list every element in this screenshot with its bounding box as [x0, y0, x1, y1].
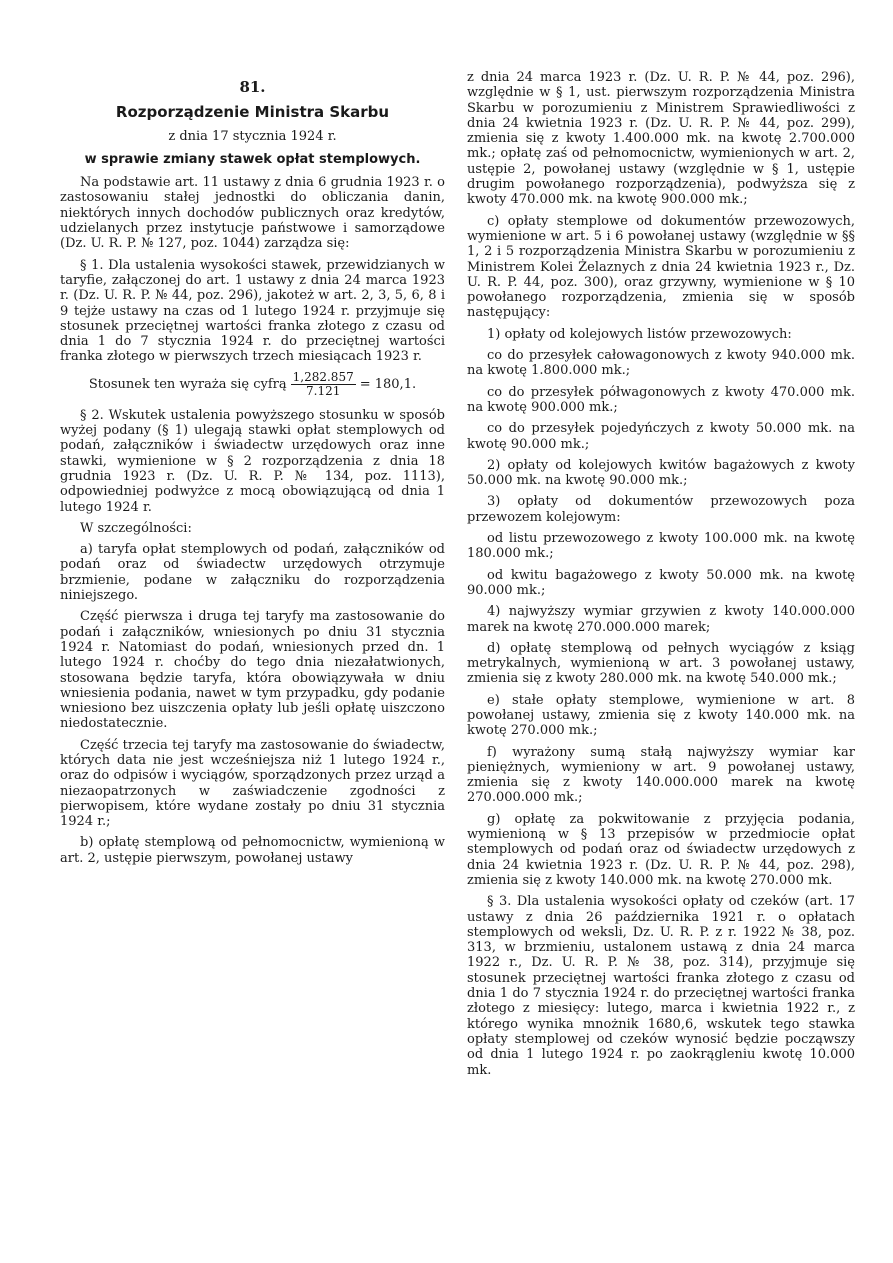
- section-3: § 3. Dla ustalenia wysokości opłaty od czeków (art. 17 ustawy z dnia 26 października 1921 r. o opłatach stemplowych od weksli, Dz. U. R. P. z r. 1922 № 38, poz. 313, w brzmieniu, ustalonem ustawą z dnia 24 marca 1922 r., Dz. U. R. P. № 38, poz. 314), przyjmuje się stosunek przeciętnej wartości franka złotego z czasu od dnia 1 do 7 stycznia 1924 r. do przeciętnej wartości franka złotego z miesięcy: lutego, marca i kwietnia 1922 r., z którego wynika mnożnik 1680,6, wskutek tego stawka opłaty stemplowej od czeków wynosić będzie począwszy od dnia 1 lutego 1924 r. po zaokrągleniu kwotę 10.000 mk.: [467, 894, 855, 1078]
- item-c3a: od listu przewozowego z kwoty 100.000 mk. na kwotę 180.000 mk.;: [467, 531, 855, 562]
- formula-denominator: 7.121: [306, 383, 341, 398]
- item-e: e) stałe opłaty stemplowe, wymienione w art. 8 powołanej ustawy, zmienia się z kwoty 140.000 mk. na kwotę 270.000 mk.;: [467, 692, 855, 739]
- item-b-continuation: z dnia 24 marca 1923 r. (Dz. U. R. P. № 44, poz. 296), względnie w § 1, ust. pierwszym rozporządzenia Ministra Skarbu w porozumieniu z Ministrem Sprawiedliwości z dnia 24 kwietnia 1923 r. (Dz. U. R. P. № 44, poz. 299), zmienia się z kwoty 1.400.000 mk. na kwotę 2.700.000 mk.; opłatę zaś od pełnomocnictw, wymienionych w art. 2, ustępie 2, powołanej ustawy (względnie w § 1, ustępie drugim powołanego rozporządzenia), podwyższa się z kwoty 470.000 mk. na kwotę 900.000 mk.;: [467, 70, 855, 208]
- item-c1b: co do przesyłek półwagonowych z kwoty 470.000 mk. na kwotę 900.000 mk.;: [467, 384, 855, 415]
- item-c3: 3) opłaty od dokumentów przewozowych poza przewozem kolejowym:: [467, 494, 855, 525]
- item-c1a: co do przesyłek całowagonowych z kwoty 940.000 mk. na kwotę 1.800.000 mk.;: [467, 348, 855, 379]
- ratio-formula: [60, 371, 445, 398]
- item-f: f) wyrażony sumą stałą najwyższy wymiar kar pieniężnych, wymieniony w art. 9 powołanej ustawy, zmienia się z kwoty 140.000.000 marek na kwotę 270.000.000 mk.;: [467, 744, 855, 806]
- part-three-paragraph: Część trzecia tej taryfy ma zastosowanie do świadectw, których data nie jest wcześniejsza niż 1 lutego 1924 r., oraz do odpisów i wyciągów, sporządzonych przez urząd a niezaopatrzonych w zaświadczenie zgodności z pierwopisem, które wydane zostały po dniu 31 stycznia 1924 r.;: [60, 737, 445, 830]
- left-column: [60, 70, 445, 872]
- item-g: g) opłatę za pokwitowanie z przyjęcia podania, wymienioną w § 13 przepisów w przedmiocie opłat stemplowych od podań oraz od świadectw urzędowych z dnia 24 kwietnia 1923 r. (Dz. U. R. P. № 44, poz. 298), zmienia się z kwoty 140.000 mk. na kwotę 270.000 mk.: [467, 811, 855, 888]
- document-title: Rozporządzenie Ministra Skarbu: [115, 103, 390, 122]
- item-b-start: b) opłatę stemplową od pełnomocnictw, wymienioną w art. 2, ustępie pierwszym, powołanej ustawy: [60, 835, 445, 866]
- in-particular: W szczególności:: [80, 520, 192, 536]
- item-d: d) opłatę stemplową od pełnych wyciągów z ksiąg metrykalnych, wymienioną w art. 3 powołanej ustawy, zmienia się z kwoty 280.000 mk. na kwotę 540.000 mk.;: [467, 640, 855, 687]
- document-date: z dnia 17 stycznia 1924 r.: [168, 128, 337, 144]
- right-column: [467, 70, 855, 1084]
- document-number: 81.: [239, 78, 266, 96]
- intro-paragraph: Na podstawie art. 11 ustawy z dnia 6 grudnia 1923 r. o zastosowaniu stałej jednostki do obliczania danin, niektórych innych dochodów publicznych oraz kredytów, udzielanych przez instytucje państwowe i samorządowe (Dz. U. R. P. № 127, poz. 1044) zarządza się:: [60, 175, 445, 252]
- parts-one-two-paragraph: Część pierwsza i druga tej taryfy ma zastosowanie do podań i załączników, wniesionych po dniu 31 stycznia 1924 r. Natomiast do podań, wniesionych przed dn. 1 lutego 1924 r. choćby do tego dnia niezałatwionych, stosowana będzie taryfa, która obowiązywała w dniu wniesienia podania, nawet w tym przypadku, gdy podanie wniesiono bez uiszczenia opłaty lub jeśli opłatę uiszczono niedostatecznie.: [60, 609, 445, 732]
- item-c4: 4) najwyższy wymiar grzywien z kwoty 140.000.000 marek na kwotę 270.000.000 marek;: [467, 604, 855, 635]
- formula-numerator: 1,282.857: [292, 369, 354, 384]
- section-2: § 2. Wskutek ustalenia powyższego stosunku w sposób wyżej podany (§ 1) ulegają stawki opłat stemplowych od podań, załączników i świadectw urzędowych oraz inne stawki, wymienione w § 2 rozporządzenia z dnia 18 grudnia 1923 r. (Dz. U. R. P. № 134, poz. 1113), odpowiedniej podwyżce z mocą obowiązującą od dnia 1 lutego 1924 r.: [60, 407, 445, 515]
- formula-fraction: [291, 371, 356, 398]
- section-1: § 1. Dla ustalenia wysokości stawek, przewidzianych w taryfie, załączonej do art. 1 ustawy z dnia 24 marca 1923 r. (Dz. U. R. P. № 44, poz. 296), jakoteż w art. 2, 3, 5, 6, 8 i 9 tejże ustawy na czas od 1 lutego 1924 r. przyjmuje się stosunek przeciętnej wartości franka złotego z czasu od dnia 1 do 7 stycznia 1924 r. do przeciętnej wartości franka złotego w pierwszych trzech miesiącach 1923 r.: [60, 257, 445, 365]
- document-subject: w sprawie zmiany stawek opłat stemplowych.: [84, 151, 421, 167]
- item-c3b: od kwitu bagażowego z kwoty 50.000 mk. na kwotę 90.000 mk.;: [467, 567, 855, 598]
- item-c1c: co do przesyłek pojedyńczych z kwoty 50.000 mk. na kwotę 90.000 mk.;: [467, 421, 855, 452]
- item-c: c) opłaty stemplowe od dokumentów przewozowych, wymienione w art. 5 i 6 powołanej ustawy (względnie w §§ 1, 2 i 5 rozporządzenia Ministra Skarbu w porozumieniu z Ministrem Kolei Żelaznych z dnia 24 kwietnia 1923 r., Dz. U. R. P. 44, poz. 300), oraz grzywny, wymienione w § 10 powołanego rozporządzenia, zmienia się w sposób następujący:: [467, 213, 855, 321]
- formula-result: = 180,1.: [359, 376, 417, 392]
- formula-lead: Stosunek ten wyraża się cyfrą: [88, 376, 287, 392]
- item-c2: 2) opłaty od kolejowych kwitów bagażowych z kwoty 50.000 mk. na kwotę 90.000 mk.;: [467, 457, 855, 489]
- item-a: a) taryfa opłat stemplowych od podań, załączników od podań oraz od świadectw urzędowych otrzymuje brzmienie, podane w załączniku do rozporządzenia niniejszego.: [60, 542, 445, 604]
- item-c1: 1) opłaty od kolejowych listów przewozowych:: [487, 326, 792, 342]
